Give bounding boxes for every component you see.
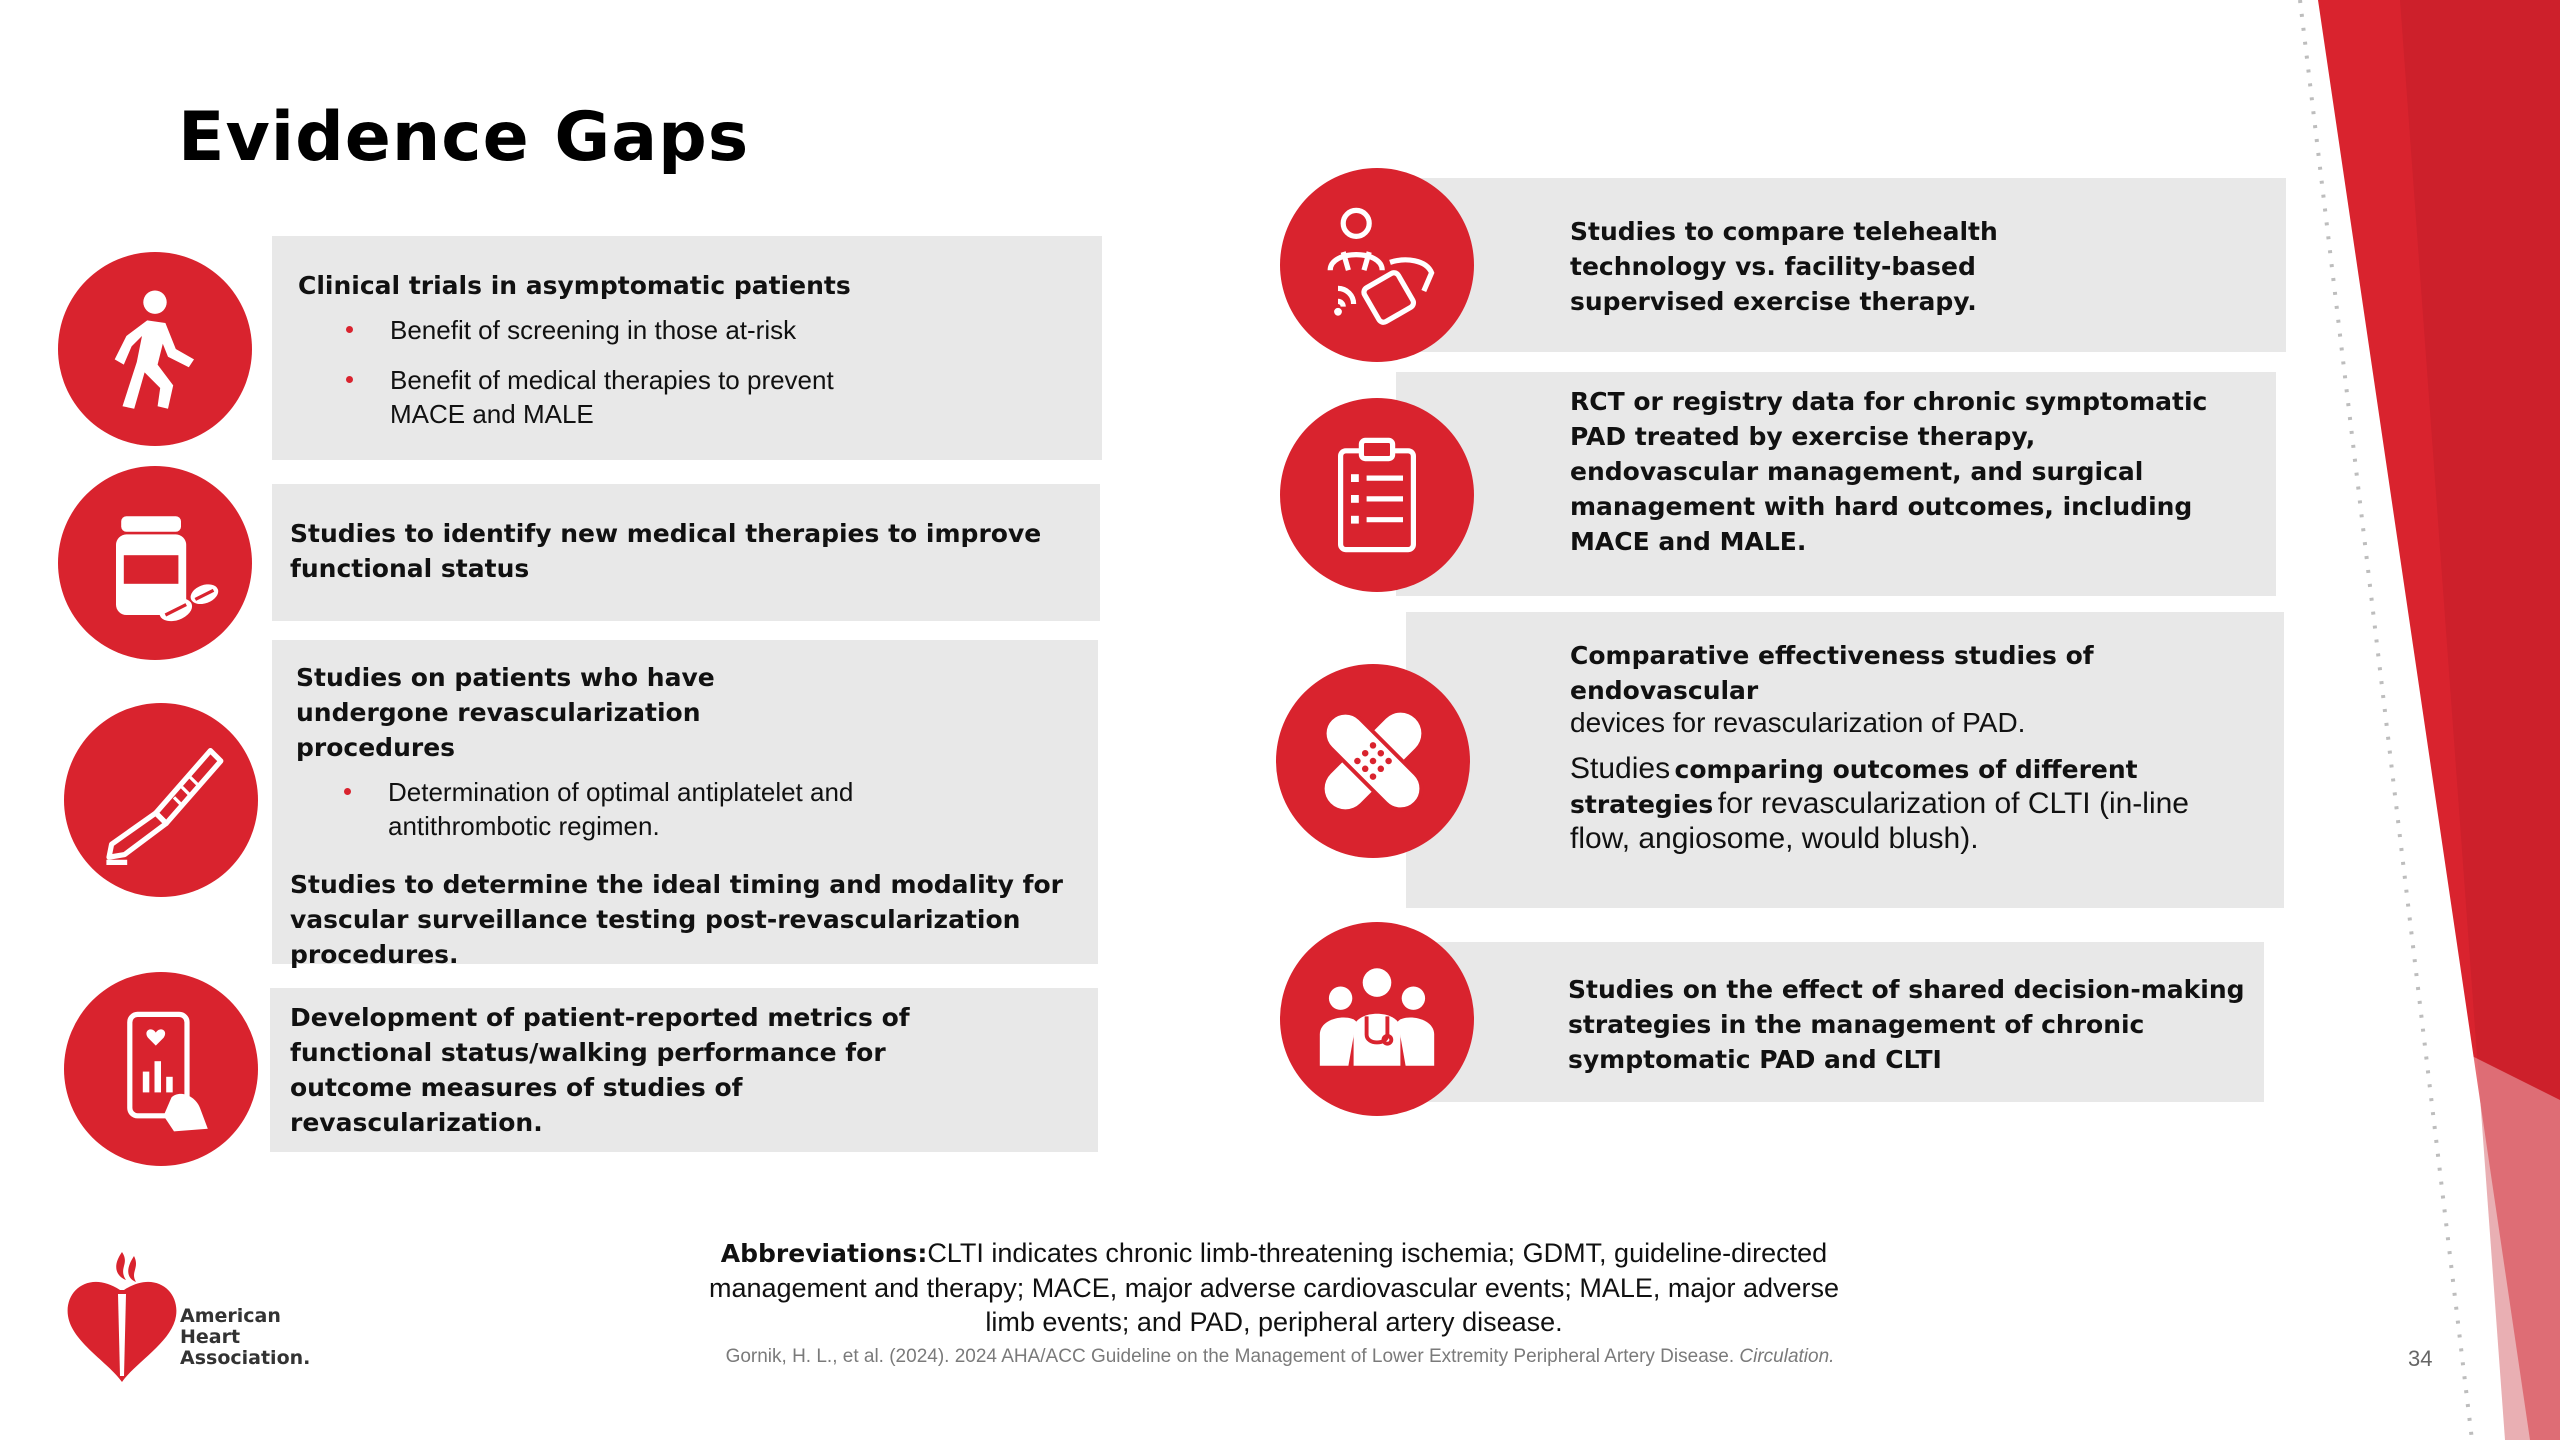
smartphone-chart-icon [64,972,258,1166]
abbreviations-label: Abbreviations: [720,1239,928,1268]
gap-heading: Development of patient-reported metrics of functional status/walking performance for outcome measures of studies of revascularization. [290,1003,910,1137]
gap-heading: Studies to identify new medical therapies to improve functional status [290,519,1042,583]
citation [600,1346,1960,1368]
gap-bullet-list [298,313,1102,431]
gap-heading: Clinical trials in asymptomatic patients [298,271,851,300]
scalpel-icon [64,703,258,897]
gap-heading: Studies to compare telehealth technology vs. facility-based supervised exercise therapy. [1570,217,1998,316]
clipboard-icon [1280,398,1474,592]
page-title: Evidence Gaps [178,98,750,177]
gap-heading: Studies on the effect of shared decision-making strategies in the management of chronic symptomatic PAD and CLTI [1568,975,2245,1074]
gap-box-rct-registry [1396,372,2276,596]
gap-bullet-list [296,775,1068,843]
abbreviations-text: CLTI indicates chronic limb-threatening ischemia; GDMT, guideline-directed management and therapy; MACE, major adverse cardiovascular events; MALE, major adverse limb events; and PAD, peripheral artery disease. [708,1238,1840,1337]
care-team-icon [1280,922,1474,1116]
pill-bottle-icon [58,466,252,660]
gap-box-telehealth [1418,178,2286,352]
gap-box-comparative-effectiveness [1406,612,2284,908]
gap-heading: Comparative effectiveness studies of endovascular [1570,641,2094,705]
gap-bullet: Benefit of medical therapies to prevent MACE and MALE [346,363,910,431]
gap-bullet: Benefit of screening in those at-risk [346,313,1102,347]
gap-heading: RCT or registry data for chronic symptomatic PAD treated by exercise therapy, endovascular management, and surgical management with hard outcomes, including MACE and MALE. [1570,387,2208,556]
gap-paragraph [1570,752,2230,856]
aha-logo-text: American Heart Association. [180,1305,311,1369]
bandage-icon [1276,664,1470,858]
gap-heading-secondary: Studies to determine the ideal timing and modality for vascular surveillance testing post-revascularization procedures. [290,870,1063,969]
abbreviations-note [684,1236,1864,1339]
page-number: 34 [2408,1346,2433,1371]
gap-heading-continued: devices for revascularization of PAD. [1570,707,2026,738]
gap-paragraph-bold: comparing outcomes of different strategies [1570,755,2138,819]
gap-bullet: Determination of optimal antiplatelet and antithrombotic regimen. [344,775,988,843]
telehealth-doctor-icon [1280,168,1474,362]
gap-heading: Studies on patients who have undergone revascularization procedures [296,663,715,762]
gap-box-asymptomatic [272,236,1102,460]
citation-journal: Circulation. [1739,1346,1835,1367]
gap-box-functional-status [272,484,1100,621]
gap-paragraph-end: for revascularization of CLTI (in-line flow, angiosome, would blush). [1570,787,2189,855]
gap-paragraph-start: Studies [1570,752,1671,785]
walking-person-icon [58,252,252,446]
gap-box-shared-decision-making [1424,942,2264,1102]
gap-box-revascularization [272,640,1098,969]
gap-box-patient-reported-metrics [270,988,1098,1152]
citation-text: Gornik, H. L., et al. (2024). 2024 AHA/ACC Guideline on the Management of Lower Extremity Peripheral Artery Disease. [725,1346,1735,1367]
